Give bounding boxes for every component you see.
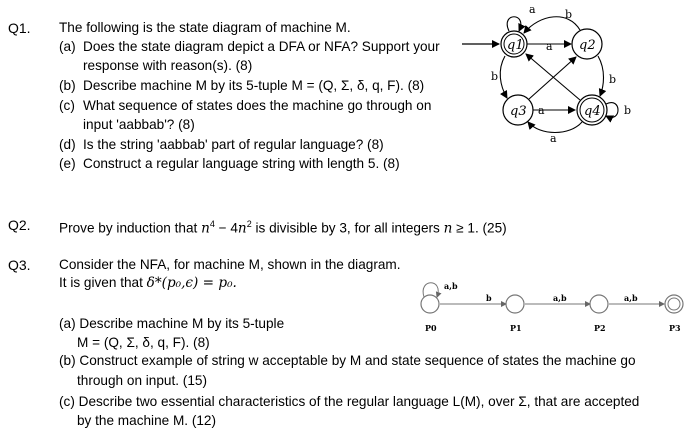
q2-post: is divisible by 3, for all integers <box>251 220 440 236</box>
edge-q4-q3 <box>528 122 582 133</box>
question-number-q1: Q1. <box>8 20 31 36</box>
q1-b-label: (b) <box>59 78 76 93</box>
edge-q2-q4-label: b <box>609 73 617 86</box>
dfa-state-diagram <box>455 0 655 150</box>
nfa-label-p0: P0 <box>425 323 437 333</box>
state-q1-label: q1 <box>507 38 524 53</box>
nfa-label-p2: P2 <box>594 323 606 333</box>
edge-q3-q2 <box>529 57 576 99</box>
q2-n2: n <box>237 220 247 237</box>
loop-q4-label: b <box>624 104 632 117</box>
nfa-edge-p2-p3-label: a,b <box>624 293 638 303</box>
q2-exp2: 2 <box>246 219 252 229</box>
q3-given-pre: It is given that <box>59 275 143 290</box>
q1-a-label: (a) <box>59 39 76 54</box>
edge-q2-q4 <box>598 56 604 96</box>
q2-minus: − 4 <box>214 220 238 236</box>
q3-given <box>59 274 237 292</box>
nfa-loop-p0-label: a,b <box>444 281 458 291</box>
q1-d-label: (d) <box>59 137 76 152</box>
nfa-edge-p0-p1-label: b <box>486 293 492 303</box>
q3-c-line2: by the machine M. (12) <box>77 413 217 428</box>
edge-q1-q3-label: b <box>491 70 499 83</box>
q3-a-tuple: M = (Q, Σ, δ, q, F). (8) <box>77 335 210 350</box>
q2-exp4: 4 <box>209 219 215 229</box>
nfa-state-p0 <box>421 295 439 313</box>
q1-a-line1: Does the state diagram depict a DFA or NFA? Support your <box>83 39 440 54</box>
q3-b-line1: (b) Construct example of string w acceptable by M and state sequence of states the machine go <box>59 353 636 368</box>
edge-q1-q3 <box>500 56 507 98</box>
nfa-state-p2 <box>590 295 608 313</box>
q2-n: n <box>201 220 210 237</box>
question-number-q3: Q3. <box>8 257 31 273</box>
q2-cond: ≥ 1. (25) <box>452 220 507 236</box>
nfa-label-p3: P3 <box>669 323 681 333</box>
edge-q1-q2-label: a <box>546 40 553 53</box>
q2-statement <box>59 216 507 238</box>
q3-c-line1: (c) Describe two essential characteristics of the regular language L(M), over Σ, that are accepted <box>59 394 640 409</box>
nfa-state-p1 <box>506 295 524 313</box>
state-q3-label: q3 <box>510 104 527 119</box>
q1-intro: The following is the state diagram of machine M. <box>59 20 351 35</box>
q1-e-label: (e) <box>59 156 76 171</box>
q1-b-text: Describe machine M by its 5-tuple M = (Q, Σ, δ, q, F). (8) <box>83 78 425 93</box>
q1-e-text: Construct a regular language string with length 5. (8) <box>83 156 400 171</box>
state-q2-label: q2 <box>579 38 596 53</box>
loop-q1-label: a <box>529 3 536 16</box>
q1-c-line2: input 'aabbab'? (8) <box>83 117 195 132</box>
q1-c-label: (c) <box>59 98 75 113</box>
edge-q3-q4-label: a <box>538 104 545 117</box>
q2-pre: Prove by induction that <box>59 220 198 236</box>
question-number-q2: Q2. <box>8 217 31 233</box>
q3-b-line2: through on input. (15) <box>77 373 207 388</box>
q1-c-line1: What sequence of states does the machine go through on <box>83 98 432 113</box>
q1-a-line2: response with reason(s). (8) <box>83 58 253 73</box>
nfa-edge-p1-p2-label: a,b <box>553 293 567 303</box>
loop-q4 <box>606 103 618 118</box>
nfa-diagram <box>420 270 690 345</box>
q3-given-math: δ*(p₀,ϵ) = p₀. <box>146 275 237 291</box>
q3-a-text: (a) Describe machine M by its 5-tuple <box>59 316 285 331</box>
nfa-label-p1: P1 <box>510 323 522 333</box>
state-q4-label: q4 <box>584 104 601 119</box>
edge-q4-q3-label: a <box>550 132 557 145</box>
q3-intro: Consider the NFA, for machine M, shown in the diagram. <box>59 257 401 272</box>
q2-cond-n: n <box>443 220 453 237</box>
edge-q2-q1-label: b <box>565 8 573 21</box>
q1-d-text: Is the string 'aabbab' part of regular language? (8) <box>83 137 384 152</box>
loop-q1 <box>507 17 521 31</box>
